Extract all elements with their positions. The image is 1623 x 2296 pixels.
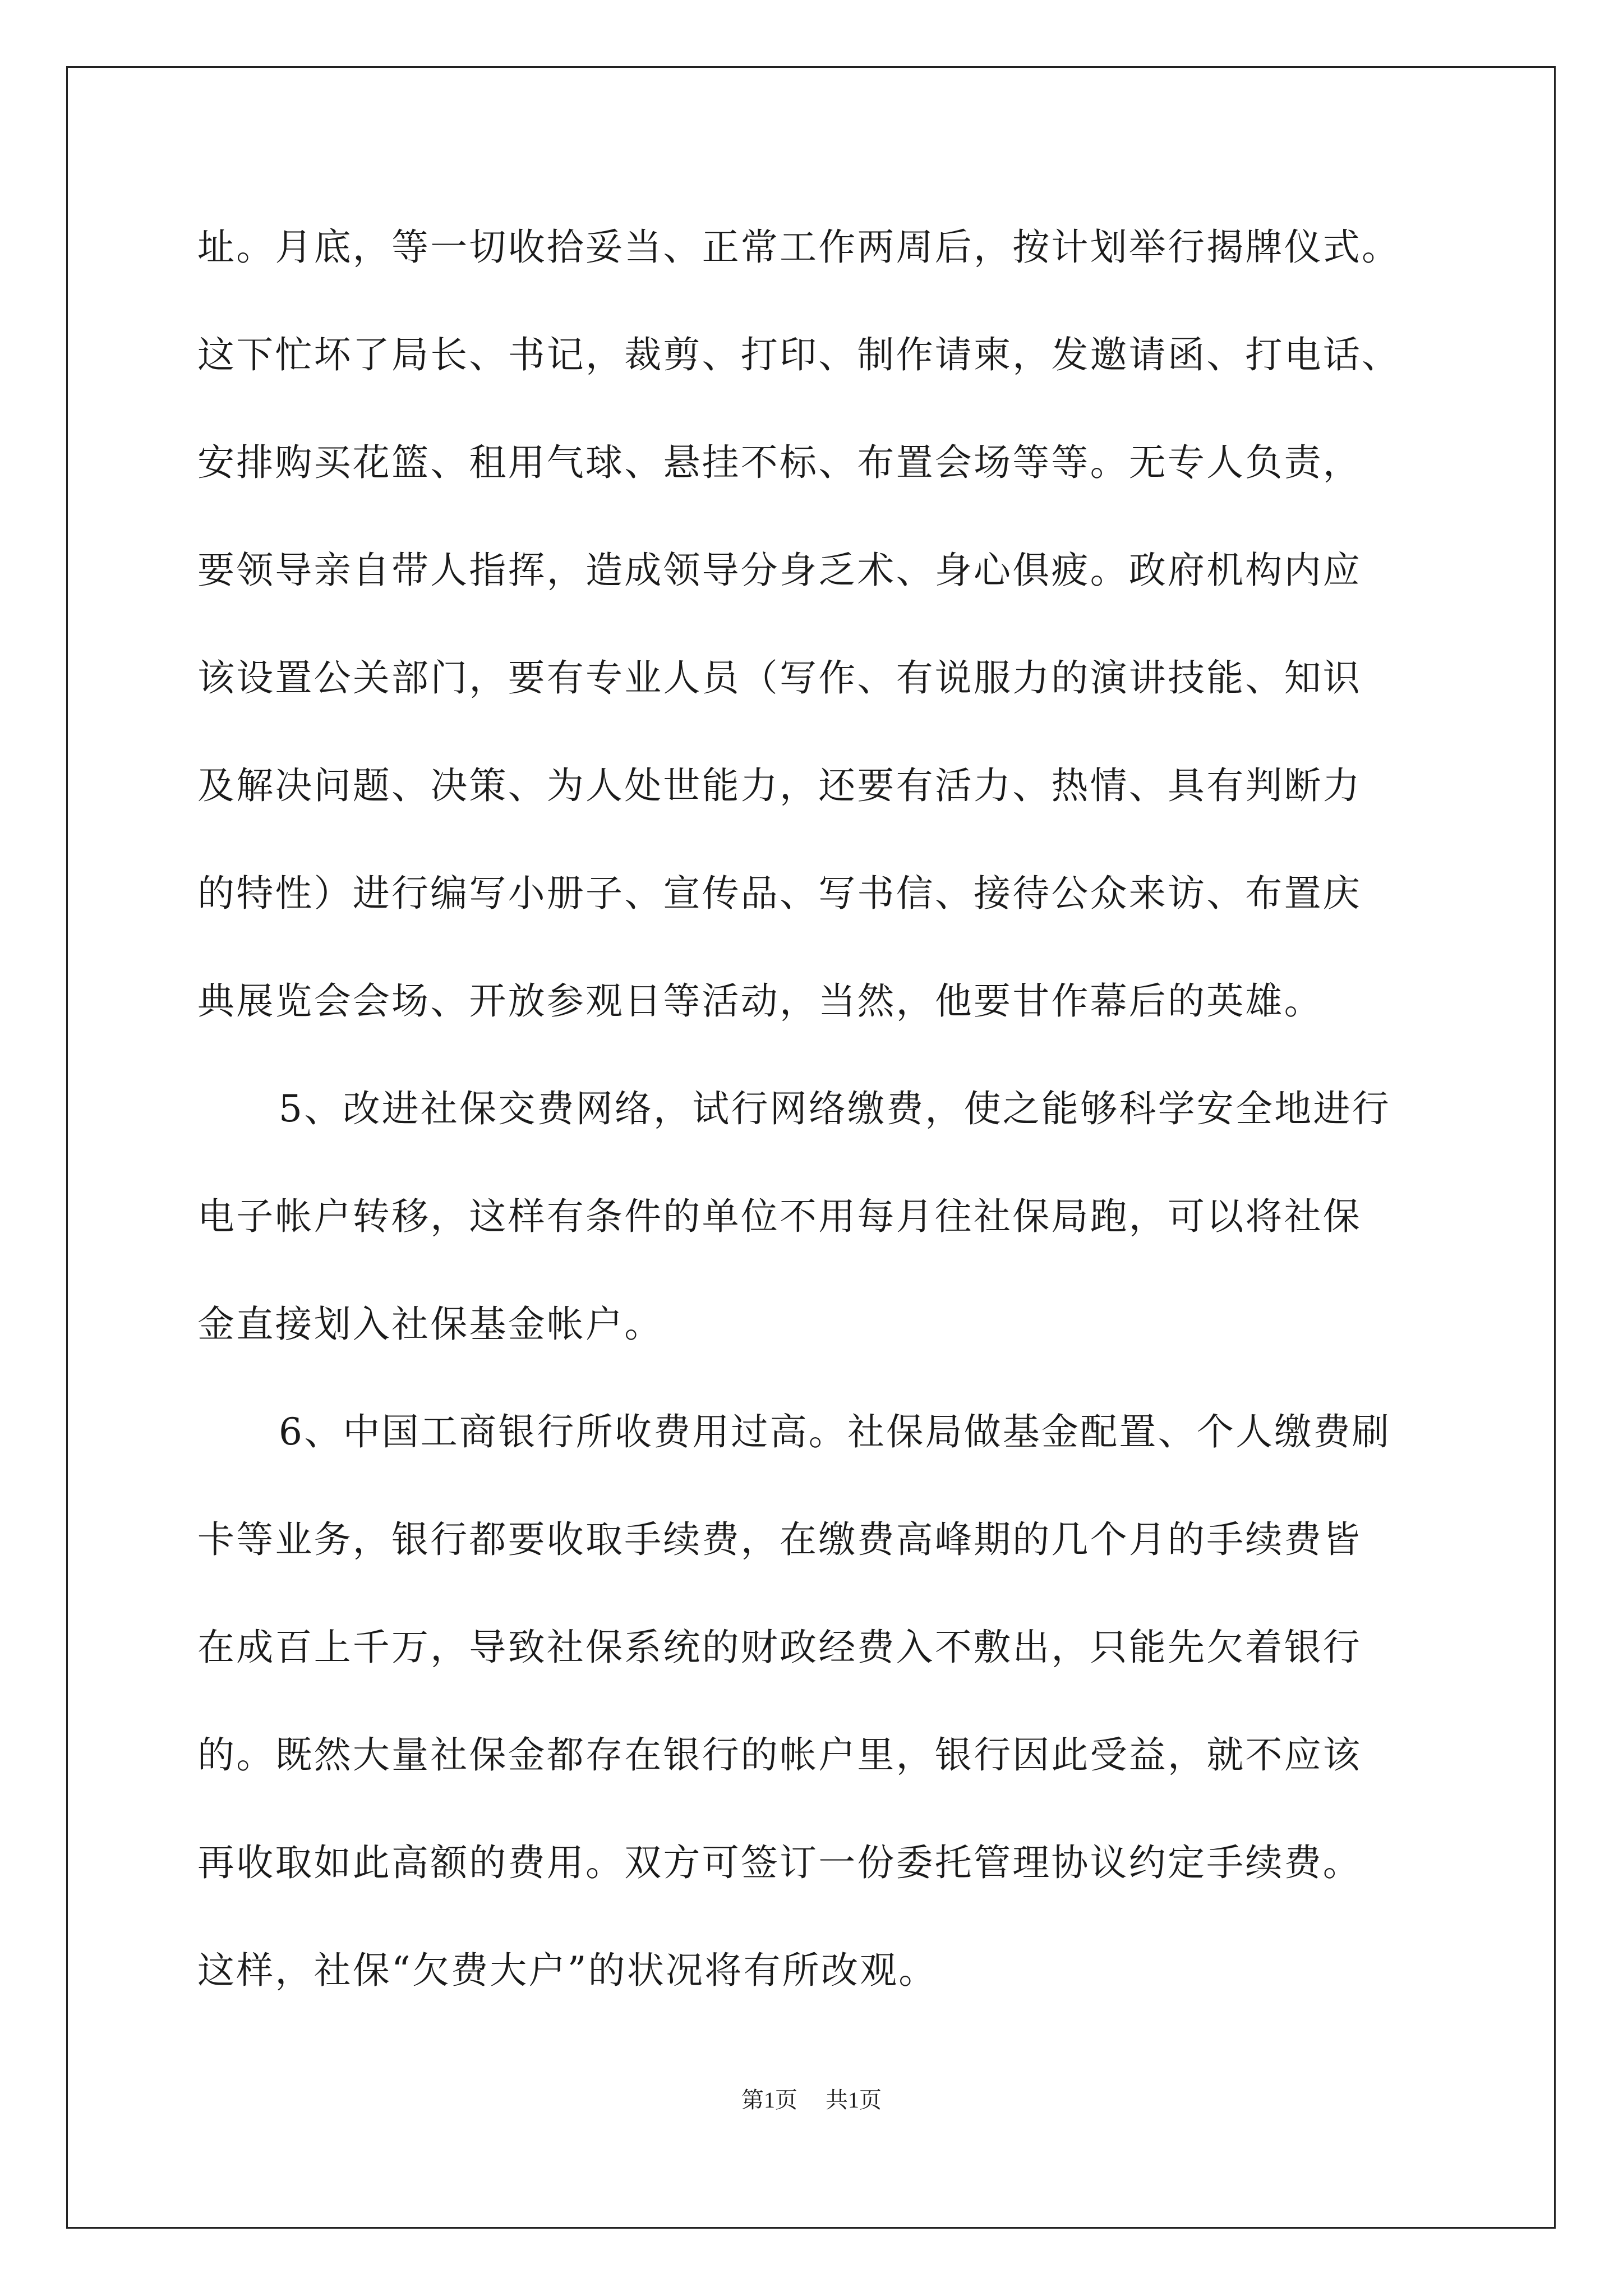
text-line: 再收取如此高额的费用。双方可签订一份委托管理协议约定手续费。: [197, 1841, 1362, 1884]
text-line: 在成百上千万，导致社保系统的财政经费入不敷出，只能先欠着银行: [197, 1626, 1362, 1669]
page-total: 共1页: [826, 2087, 882, 2113]
text-line: 典展览会会场、开放参观日等活动，当然，他要甘作幕后的英雄。: [197, 979, 1323, 1023]
text-line: 及解决问题、决策、为人处世能力，还要有活力、热情、具有判断力: [197, 764, 1362, 807]
text-line: 电子帐户转移，这样有条件的单位不用每月往社保局跑，可以将社保: [197, 1195, 1362, 1238]
text-line: 安排购买花篮、租用气球、悬挂不标、布置会场等等。无专人负责，: [197, 441, 1362, 484]
text-line: 的特性）进行编写小册子、宣传品、写书信、接待公众来访、布置庆: [197, 872, 1362, 915]
text-line: 的。既然大量社保金都存在银行的帐户里，银行因此受益，就不应该: [197, 1733, 1362, 1777]
page-footer: [0, 2089, 1623, 2111]
page-number: 第1页: [741, 2087, 797, 2113]
text-line: 址。月底，等一切收拾妥当、正常工作两周后，按计划举行揭牌仪式。: [197, 226, 1401, 269]
text-line: 卡等业务，银行都要收取手续费，在缴费高峰期的几个月的手续费皆: [197, 1518, 1362, 1561]
paragraph-5-first-line: 5、改进社保交费网络，试行网络缴费，使之能够科学安全地进行: [279, 1087, 1391, 1130]
text-line: 金直接划入社保基金帐户。: [197, 1303, 663, 1346]
text-line: 这下忙坏了局长、书记，裁剪、打印、制作请柬，发邀请函、打电话、: [197, 333, 1401, 376]
text-line: 要领导亲自带人指挥，造成领导分身乏术、身心俱疲。政府机构内应: [197, 549, 1362, 592]
text-line: 该设置公关部门，要有专业人员（写作、有说服力的演讲技能、知识: [197, 656, 1362, 700]
text-line: 这样，社保“欠费大户”的状况将有所改观。: [197, 1949, 938, 1992]
paragraph-6-first-line: 6、中国工商银行所收费用过高。社保局做基金配置、个人缴费刷: [279, 1410, 1391, 1453]
page-border: [66, 66, 1556, 2229]
